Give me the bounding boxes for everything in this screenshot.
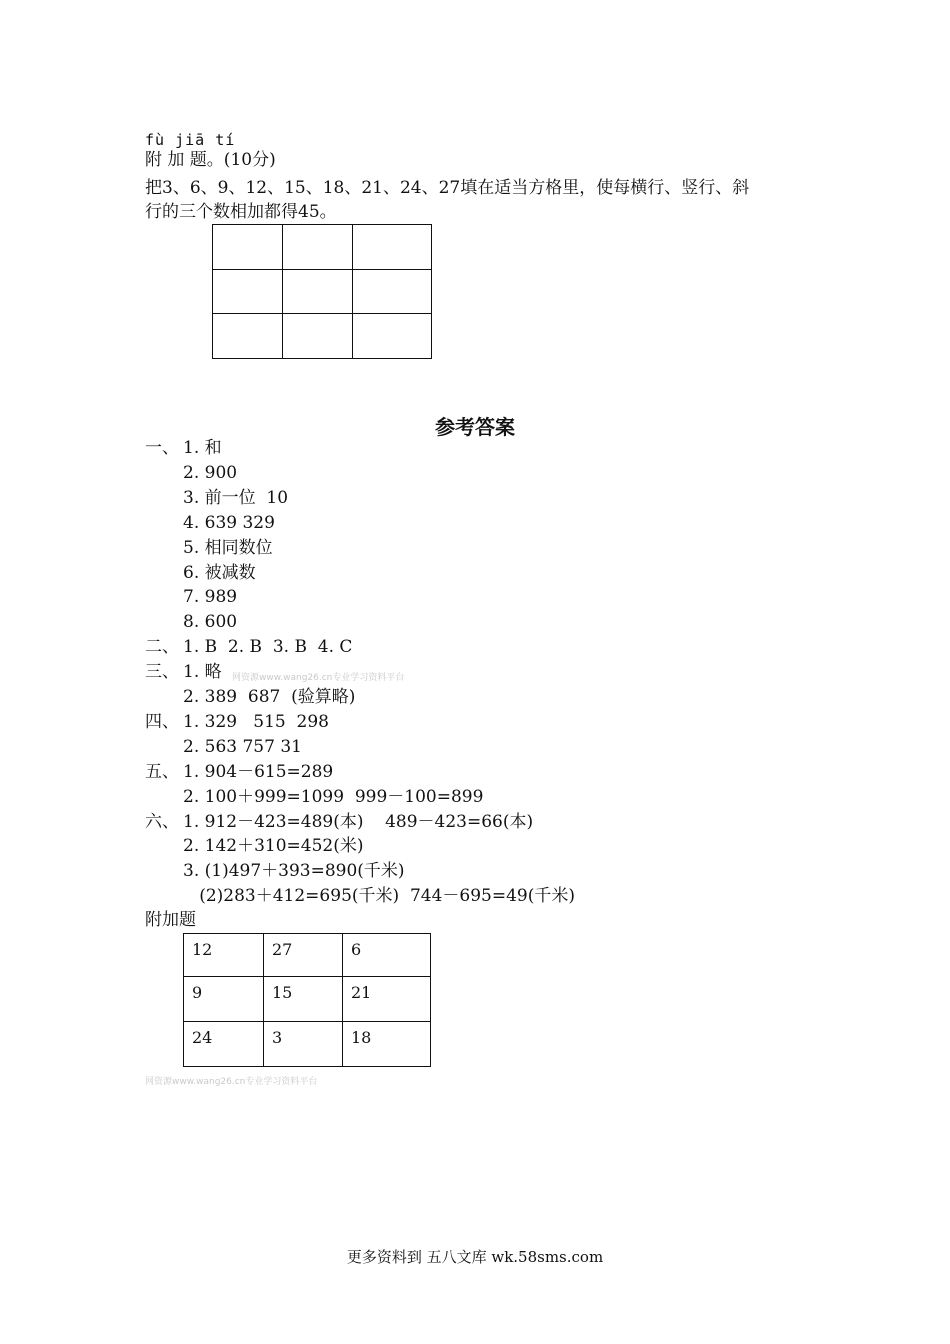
- grid-cell: [353, 314, 432, 359]
- grid-cell: [353, 225, 432, 270]
- answer-line: 3. 前一位 10: [183, 487, 289, 508]
- grid-cell: [213, 270, 283, 314]
- answer-section-prefix: 一、: [145, 438, 179, 458]
- watermark-text: 网资源www.wang26.cn专业学习资料平台: [232, 673, 405, 683]
- grid-cell: [213, 314, 283, 359]
- answer-grid-cell: 6: [343, 934, 431, 977]
- answer-section-prefix: 六、: [145, 811, 179, 832]
- bonus-question-line-2: 行的三个数相加都得45。: [145, 202, 337, 222]
- grid-cell: [283, 314, 353, 359]
- answer-grid-cell: 12: [184, 934, 264, 977]
- answer-grid-cell: 27: [264, 934, 343, 977]
- answer-section-prefix: 三、: [145, 662, 179, 683]
- pinyin-annotation: fù jiā tí: [145, 131, 236, 149]
- answer-section-prefix: 二、: [145, 637, 179, 658]
- answer-line: 4. 639 329: [183, 512, 275, 533]
- answers-title: 参考答案: [435, 415, 515, 439]
- answer-line: 2. 100＋999=1099 999－100=899: [183, 786, 484, 807]
- answer-grid-cell: 9: [184, 977, 264, 1022]
- answer-grid-cell: 24: [184, 1022, 264, 1067]
- answer-grid-cell: 15: [264, 977, 343, 1022]
- bonus-question-line-1: 把3、6、9、12、15、18、21、24、27填在适当方格里，使每横行、竖行、斜: [145, 178, 750, 198]
- answer-line: 1. 和: [183, 438, 222, 458]
- answer-line: 6. 被减数: [183, 562, 256, 583]
- answer-line: 1. B 2. B 3. B 4. C: [183, 637, 353, 658]
- answer-line: 1. 略: [183, 662, 222, 683]
- empty-magic-square-grid: [212, 224, 432, 359]
- answer-section-prefix: 四、: [145, 711, 179, 732]
- answer-grid-cell: 3: [264, 1022, 343, 1067]
- answer-line: 2. 563 757 31: [183, 736, 302, 757]
- answer-line: 7. 989: [183, 587, 238, 608]
- grid-cell: [353, 270, 432, 314]
- answer-line: (2)283＋412=695(千米) 744－695=49(千米): [183, 886, 575, 907]
- bonus-answer-label: 附加题: [145, 910, 196, 930]
- grid-cell: [283, 225, 353, 270]
- answer-line: 1. 912－423=489(本) 489－423=66(本): [183, 811, 534, 832]
- answer-grid-cell: 21: [343, 977, 431, 1022]
- answer-line: 3. (1)497＋393=890(千米): [183, 861, 405, 882]
- grid-cell: [213, 225, 283, 270]
- answer-line: 8. 600: [183, 612, 238, 633]
- answer-grid-cell: 18: [343, 1022, 431, 1067]
- answer-line: 2. 900: [183, 462, 238, 483]
- answer-line: 5. 相同数位: [183, 537, 273, 558]
- footer-text: 更多资料到 五八文库 wk.58sms.com: [346, 1248, 604, 1266]
- answer-line: 1. 329 515 298: [183, 711, 329, 732]
- answer-line: 2. 389 687 (验算略): [183, 687, 356, 707]
- answer-line: 1. 904－615=289: [183, 761, 334, 782]
- bonus-heading: 附 加 题。(10分): [145, 150, 276, 170]
- answer-line: 2. 142＋310=452(米): [183, 836, 364, 857]
- answer-section-prefix: 五、: [145, 761, 179, 782]
- grid-cell: [283, 270, 353, 314]
- magic-square-answer-grid: [183, 933, 431, 1067]
- watermark-text-bottom: 网资源www.wang26.cn专业学习资料平台: [145, 1077, 318, 1087]
